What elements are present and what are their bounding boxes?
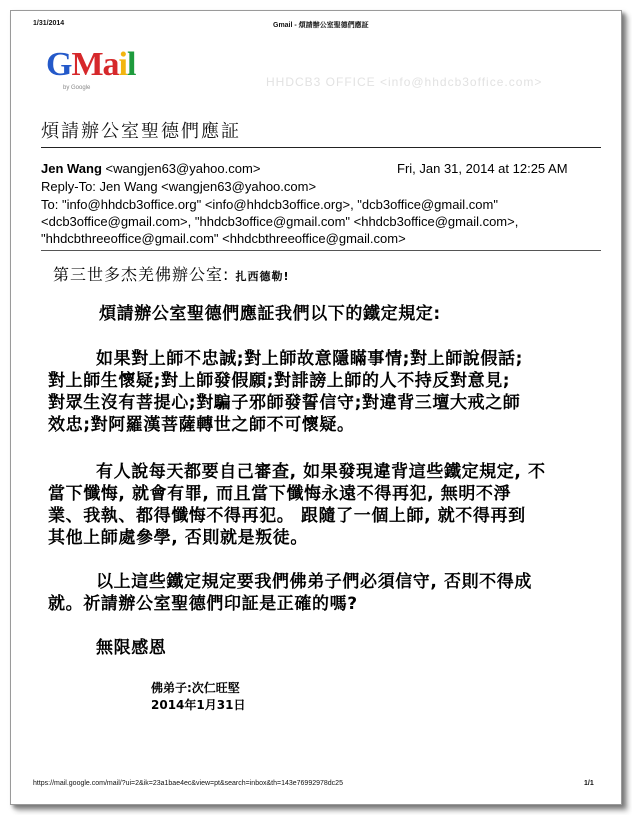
signature-name: 佛弟子:次仁旺堅 (151, 681, 240, 695)
paragraph-3-line-2: 當下懺悔, 就會有罪, 而且當下懺悔永遠不得再犯, 無明不淨 (48, 484, 512, 504)
printed-email-page (10, 10, 622, 805)
sender-address: <wangjen63@yahoo.com> (105, 161, 261, 176)
email-reply-to: Reply-To: Jen Wang <wangjen63@yahoo.com> (41, 179, 317, 194)
subject-divider (41, 147, 601, 148)
greeting (53, 262, 290, 285)
account-header-faded: HHDCB3 OFFICE <info@hhdcb3office.com> (266, 75, 543, 89)
closing: 無限感恩 (96, 638, 167, 658)
paragraph-4-line-2: 就。祈請辦公室聖德們印証是正確的嗎? (48, 594, 358, 614)
sender-name: Jen Wang (41, 161, 102, 176)
signature-date: 2014年1月31日 (151, 698, 246, 712)
email-to-line-2: <dcb3office@gmail.com>, "hhdcb3office@gmail.com" <hhdcb3office@gmail.com>, (41, 214, 519, 229)
print-url: https://mail.google.com/mail/?ui=2&ik=23a1bae4ec&view=pt&search=inbox&th=143e76992978dc25 (33, 780, 343, 787)
paragraph-3-line-1: 有人說每天都要自己審查, 如果發現違背這些鐵定規定, 不 (96, 462, 546, 482)
paragraph-4-line-1: 以上這些鐵定規定要我們佛弟子們必須信守, 否則不得成 (96, 572, 532, 592)
print-date: 1/31/2014 (33, 20, 65, 27)
header-divider (41, 250, 601, 251)
print-title: Gmail - 煩請辦公室聖德們應証 (273, 22, 369, 29)
greeting-small: 扎西德勒! (235, 270, 290, 283)
paragraph-2-line-4: 效忠;對阿羅漢菩薩轉世之師不可懷疑。 (48, 415, 355, 435)
print-page-number: 1/1 (584, 780, 594, 787)
paragraph-2-line-2: 對上師生懷疑;對上師發假願;對誹謗上師的人不持反對意見; (48, 371, 511, 391)
paragraph-2-line-3: 對眾生沒有菩提心;對騙子邪師發誓信守;對違背三壇大戒之師 (48, 393, 521, 413)
email-from (41, 161, 260, 176)
paragraph-2-line-1: 如果對上師不忠誠;對上師故意隱瞞事情;對上師說假話; (96, 349, 523, 369)
gmail-logo-subtitle: by Google (63, 85, 91, 91)
paragraph-3-line-3: 業、我執、都得懺悔不得再犯。 跟隨了一個上師, 就不得再到 (48, 506, 526, 526)
email-subject: 煩請辦公室聖德們應証 (41, 121, 241, 142)
email-to-line-3: "hhdcbthreeoffice@gmail.com" <hhdcbthreeoffice@gmail.com> (41, 231, 406, 246)
greeting-main: 第三世多杰羌佛辦公室: (53, 265, 230, 284)
gmail-logo: GMail (46, 46, 136, 83)
paragraph-1: 煩請辦公室聖德們應証我們以下的鐵定規定: (99, 304, 441, 324)
email-to-line-1: To: "info@hhdcb3office.org" <info@hhdcb3office.org>, "dcb3office@gmail.com" (41, 197, 498, 212)
email-date: Fri, Jan 31, 2014 at 12:25 AM (397, 161, 568, 176)
paragraph-3-line-4: 其他上師處參學, 否則就是叛徒。 (48, 528, 308, 548)
